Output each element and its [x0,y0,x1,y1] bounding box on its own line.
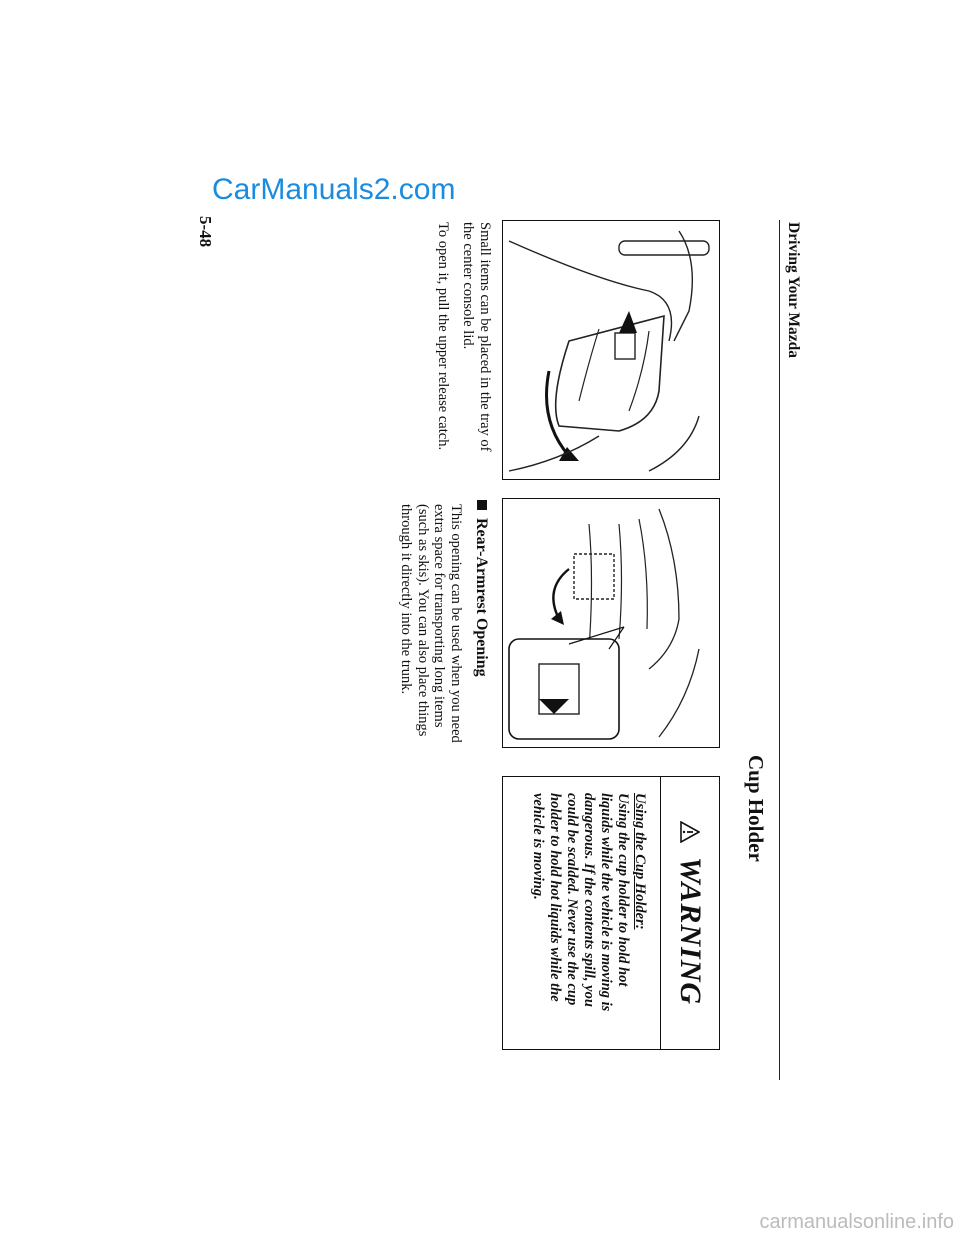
watermark-top: CarManuals2.com [212,173,456,206]
armrest-drawing [503,499,719,747]
bullet-square-icon [477,500,487,510]
section-title: Cup Holder [744,755,768,862]
warning-title: WARNING [674,856,707,1006]
warning-box [502,776,720,1050]
armrest-heading: Rear-Armrest Opening [473,518,490,677]
warning-header [660,777,719,1049]
armrest-section [398,500,490,770]
armrest-illustration [502,498,720,748]
console-text-line-2: the center console lid. [460,222,477,350]
console-text-line-1: Small items can be placed in the tray of [477,222,493,452]
console-paragraph [435,222,494,482]
watermark-bottom: carmanualsonline.info [759,1211,954,1233]
warning-line-4: could be scalded. Never use the cup [564,793,580,1006]
armrest-text-line-1: This opening can be used when you need [448,504,464,743]
console-drawing [503,221,719,479]
armrest-text-line-2: extra space for transporting long items [431,504,448,728]
warning-body [517,777,660,1049]
header-rule [779,220,780,1080]
warning-line-5: holder to hold hot liquids while the [547,793,563,1002]
console-illustration [502,220,720,480]
warning-line-6: vehicle is moving. [530,793,546,900]
warning-subtitle: Using the Cup Holder: [632,793,648,930]
running-title: Driving Your Mazda [785,222,802,359]
armrest-paragraph [398,504,464,770]
warning-line-2: liquids while the vehicle is moving is [598,793,614,1012]
warning-triangle-icon [680,821,700,843]
armrest-text-line-4: through it directly into the trunk. [398,504,415,695]
warning-line-3: dangerous. If the contents spill, you [581,793,597,1007]
console-text-line-3: To open it, pull the upper release catch. [435,222,451,451]
armrest-heading-row [472,500,490,770]
armrest-text-line-3: (such as skis). You can also place things [415,504,431,737]
warning-line-1: Using the cup holder to hold hot [615,793,631,987]
page-number: 5-48 [196,216,215,248]
